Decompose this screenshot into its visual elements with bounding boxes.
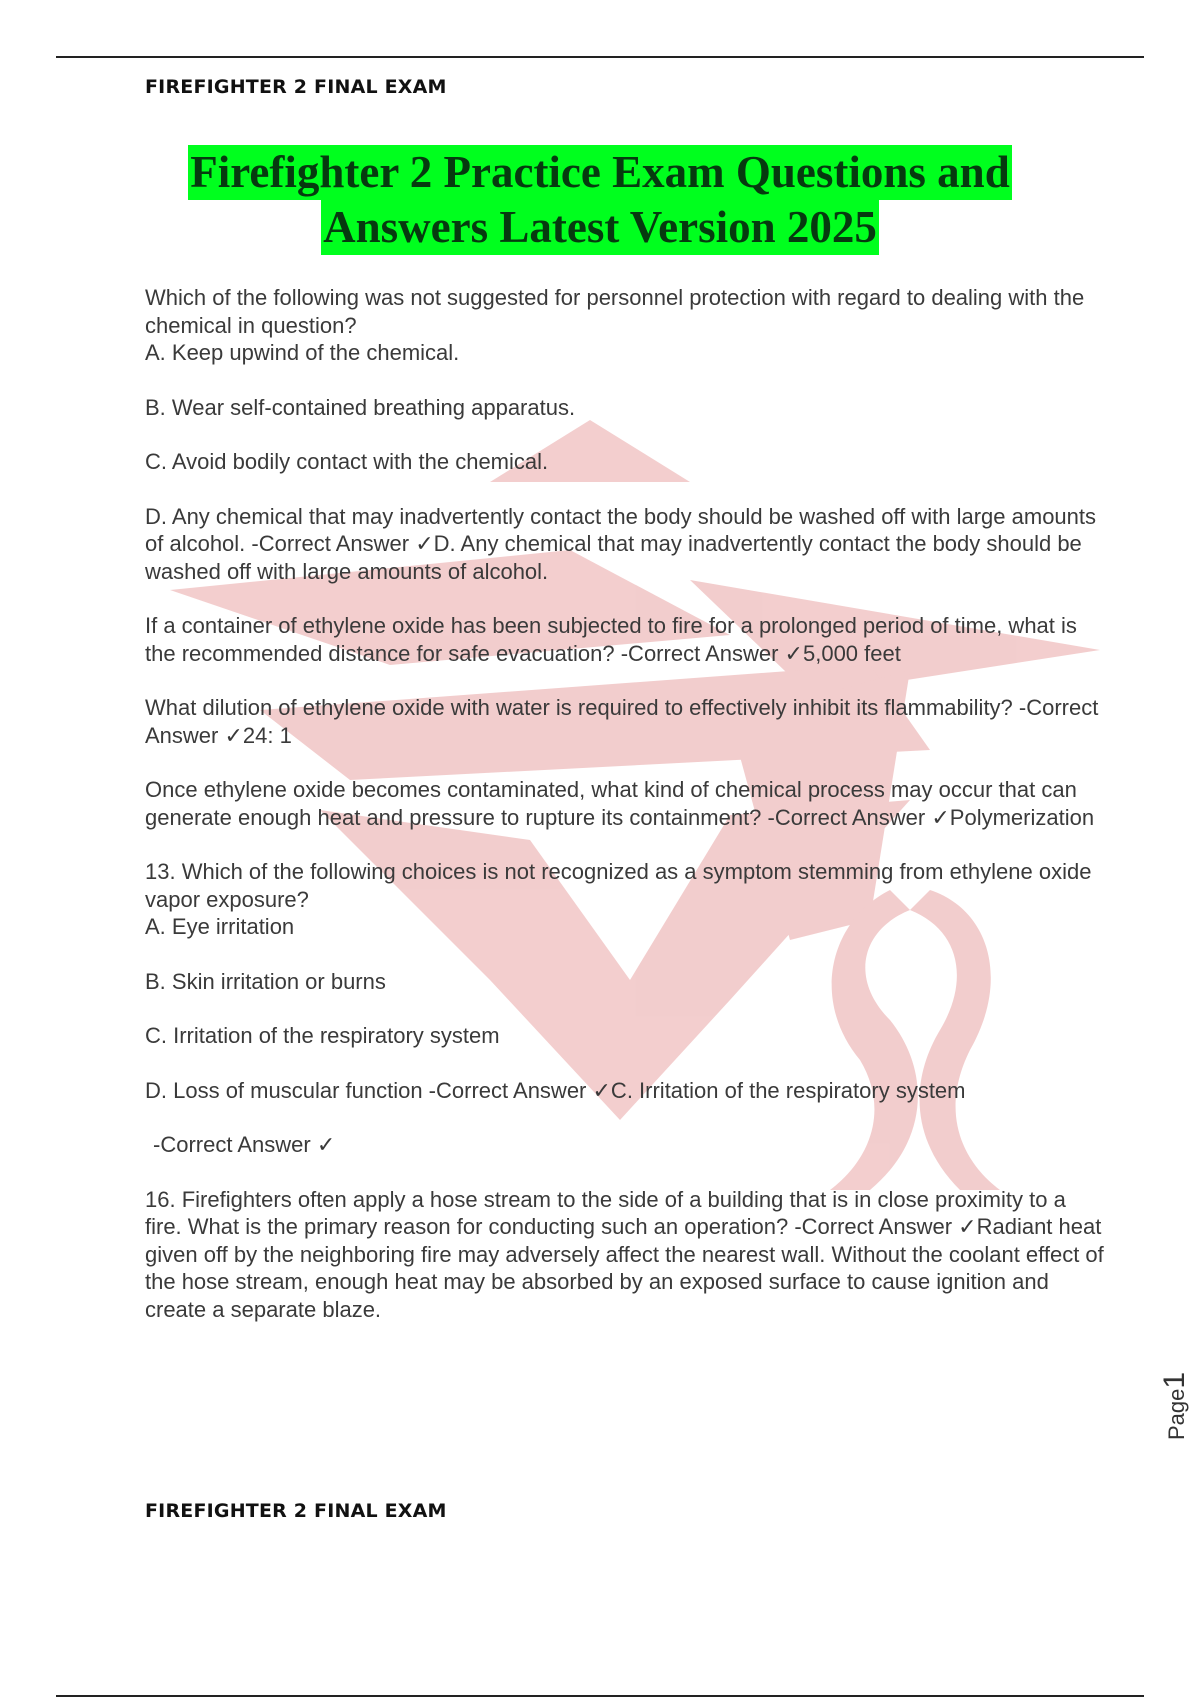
question-1-option-d: D. Any chemical that may inadvertently contact the body should be washed off with large amounts of alcohol. -Correct Answer ✓D. Any chemical that may inadvertently contact the body should be washed off with large amounts of alcohol. xyxy=(145,503,1097,584)
question-1-option-c: C. Avoid bodily contact with the chemical. xyxy=(145,449,549,474)
question-13-option-a: A. Eye irritation xyxy=(145,914,295,939)
question-13-option-d: D. Loss of muscular function -Correct Answer ✓C. Irritation of the respiratory system xyxy=(145,1077,966,1103)
question-13-option-b: B. Skin irritation or burns xyxy=(145,968,386,994)
title-line-1: Firefighter 2 Practice Exam Questions and xyxy=(188,145,1011,200)
page-number xyxy=(1158,1320,1192,1440)
page-number-value: 1 xyxy=(1158,1371,1191,1389)
running-footer-title: FIREFIGHTER 2 FINAL EXAM xyxy=(145,1500,447,1522)
blank-correct-answer: -Correct Answer ✓ xyxy=(153,1132,336,1157)
question-1-option-a: A. Keep upwind of the chemical. xyxy=(145,340,460,365)
question-13-option-c: C. Irritation of the respiratory system xyxy=(145,1023,500,1048)
top-rule xyxy=(56,56,1144,58)
title-line-2: Answers Latest Version 2025 xyxy=(321,200,879,255)
document-title xyxy=(100,145,1100,255)
running-header: FIREFIGHTER 2 FINAL EXAM xyxy=(145,76,447,98)
page-label: Page xyxy=(1164,1388,1189,1440)
question-1-stem: Which of the following was not suggested for personnel protection with regard to dealing with the chemical in question? xyxy=(145,285,1085,338)
question-13-stem: 13. Which of the following choices is not recognized as a symptom stemming from ethylene oxide vapor exposure? xyxy=(145,859,1092,912)
question-3: What dilution of ethylene oxide with water is required to effectively inhibit its flammability? -Correct Answer ✓24: 1 xyxy=(145,695,1099,748)
question-4: Once ethylene oxide becomes contaminated, what kind of chemical process may occur that can generate enough heat and pressure to rupture its containment? -Correct Answer ✓Polymerization xyxy=(145,777,1095,830)
exam-content xyxy=(145,284,1105,1350)
bottom-rule xyxy=(56,1695,1144,1697)
question-16: 16. Firefighters often apply a hose stream to the side of a building that is in close proximity to a fire. What is the primary reason for conducting such an operation? -Correct Answer ✓Radiant heat given off by the neighboring fire may adversely affect the nearest wall. Without the coolant effect of the hose stream, enough heat may be absorbed by an exposed surface to cause ignition and create a separate blaze. xyxy=(145,1186,1104,1322)
question-2: If a container of ethylene oxide has been subjected to fire for a prolonged period of time, what is the recommended distance for safe evacuation? -Correct Answer ✓5,000 feet xyxy=(145,613,1077,666)
question-1-option-b: B. Wear self-contained breathing apparatus. xyxy=(145,394,576,420)
